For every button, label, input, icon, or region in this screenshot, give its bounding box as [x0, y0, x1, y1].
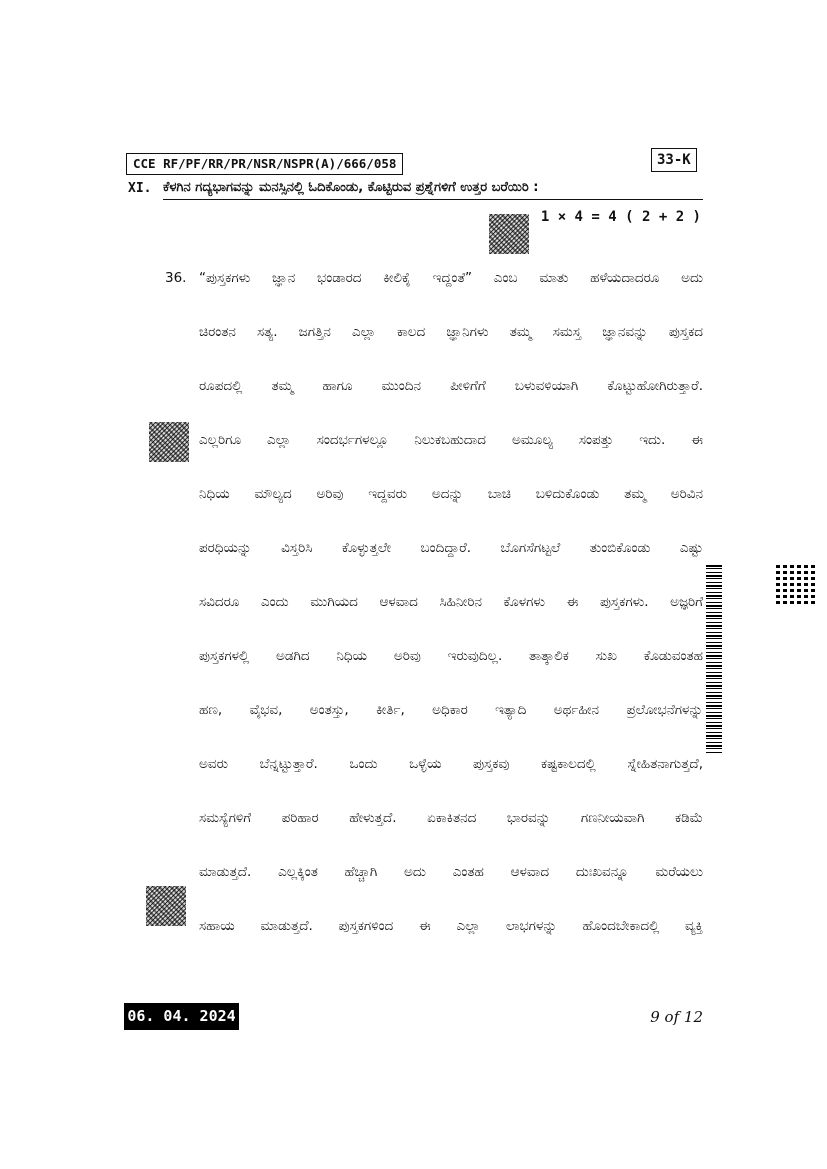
- marks-scheme: 1 × 4 = 4 ( 2 + 2 ): [540, 209, 701, 225]
- qr-code-icon: [146, 886, 186, 926]
- passage-line: ಮಾಡುತ್ತದೆ. ಎಲ್ಲಕ್ಕಿಂತ ಹೆಚ್ಚಾಗಿ ಅದು ಎಂತಹ ಆಳವಾದ ದುಃಖವನ್ನೂ ಮರೆಯಲು: [199, 864, 703, 880]
- question-number: 36.: [165, 270, 187, 286]
- exam-date-badge: 06. 04. 2024: [124, 1003, 239, 1030]
- qr-code-icon: [149, 422, 189, 462]
- series-code-box: 33-K: [651, 148, 697, 172]
- passage-line: ಎಲ್ಲರಿಗೂ ಎಲ್ಲಾ ಸಂದರ್ಭಗಳಲ್ಲೂ ನಿಲುಕಬಹುದಾದ ಅಮೂಲ್ಯ ಸಂಪತ್ತು ಇದು. ಈ: [199, 432, 703, 448]
- passage-line: ಚಿರಂತನ ಸತ್ಯ. ಜಗತ್ತಿನ ಎಲ್ಲಾ ಕಾಲದ ಜ್ಞಾನಿಗಳು ತಮ್ಮ ಸಮಸ್ತ ಜ್ಞಾನವನ್ನು ಪುಸ್ತಕದ: [199, 324, 703, 340]
- passage-text: [199, 265, 703, 967]
- passage-line: ಅವರು ಬೆನ್ನಟ್ಟುತ್ತಾರೆ. ಒಂದು ಒಳ್ಳೆಯ ಪುಸ್ತಕವು ಕಷ್ಟಕಾಲದಲ್ಲಿ ಸ್ನೇಹಿತನಾಗುತ್ತದೆ,: [199, 756, 703, 772]
- barcode-icon: [706, 565, 722, 755]
- passage-line: ಸವಿದರೂ ಎಂದು ಮುಗಿಯದ ಆಳವಾದ ಸಿಹಿನೀರಿನ ಕೊಳಗಳು ಈ ಪುಸ್ತಕಗಳು. ಅಜ್ಞರಿಗೆ: [199, 594, 703, 610]
- passage-line: ನಿಧಿಯ ಮೌಲ್ಯದ ಅರಿವು ಇದ್ದವರು ಅದನ್ನು ಬಾಚಿ ಬಳಿದುಕೊಂಡು ತಮ್ಮ ಅರಿವಿನ: [199, 486, 703, 502]
- passage-line: ಸಹಾಯ ಮಾಡುತ್ತದೆ. ಪುಸ್ತಕಗಳಿಂದ ಈ ಎಲ್ಲಾ ಲಾಭಗಳನ್ನು ಹೊಂದಬೇಕಾದಲ್ಲಿ ವ್ಯಕ್ತಿ: [199, 918, 703, 934]
- side-qr-code-icon: [776, 564, 816, 604]
- passage-line: “ಪುಸ್ತಕಗಳು ಜ್ಞಾನ ಭಂಡಾರದ ಕೀಲಿಕೈ ಇದ್ದಂತೆ” ಎಂಬ ಮಾತು ಹಳೆಯದಾದರೂ ಅದು: [199, 270, 703, 286]
- passage-line: ಪರಧಿಯನ್ನು ವಿಸ್ತರಿಸಿ ಕೊಳ್ಳುತ್ತಲೇ ಬಂದಿದ್ದಾರೆ. ಬೊಗಸೆಗಟ್ಟಲೆ ತುಂಬಿಕೊಂಡು ಎಷ್ಟು: [199, 540, 703, 556]
- section-number: XI.: [128, 181, 152, 196]
- passage-line: ಪುಸ್ತಕಗಳಲ್ಲಿ ಅಡಗಿದ ನಿಧಿಯ ಅರಿವು ಇರುವುದಿಲ್ಲ. ತಾತ್ಕಾಲಿಕ ಸುಖ ಕೊಡುವಂತಹ: [199, 648, 703, 664]
- passage-line: ರೂಪದಲ್ಲಿ ತಮ್ಮ ಹಾಗೂ ಮುಂದಿನ ಪೀಳಿಗೆಗೆ ಬಳುವಳಿಯಾಗಿ ಕೊಟ್ಟುಹೋಗಿರುತ್ತಾರೆ.: [199, 378, 703, 394]
- section-instruction: ಕೆಳಗಿನ ಗದ್ಯಭಾಗವನ್ನು ಮನಸ್ಸಿನಲ್ಲಿ ಓದಿಕೊಂಡು, ಕೊಟ್ಟಿರುವ ಪ್ರಶ್ನೆಗಳಿಗೆ ಉತ್ತರ ಬರೆಯಿರಿ :: [163, 180, 703, 200]
- page-number: 9 of 12: [650, 1008, 703, 1026]
- paper-code-box: CCE RF/PF/RR/PR/NSR/NSPR(A)/666/058: [126, 153, 403, 175]
- qr-code-icon: [489, 214, 529, 254]
- passage-line: ಸಮಸ್ಯೆಗಳಿಗೆ ಪರಿಹಾರ ಹೇಳುತ್ತದೆ. ಏಕಾಕಿತನದ ಭಾರವನ್ನು ಗಣನೀಯವಾಗಿ ಕಡಿಮೆ: [199, 810, 703, 826]
- passage-line: ಹಣ, ವೈಭವ, ಅಂತಸ್ತು, ಕೀರ್ತಿ, ಅಧಿಕಾರ ಇತ್ಯಾದಿ ಅರ್ಥಹೀನ ಪ್ರಲೋಭನೆಗಳನ್ನು: [199, 702, 703, 718]
